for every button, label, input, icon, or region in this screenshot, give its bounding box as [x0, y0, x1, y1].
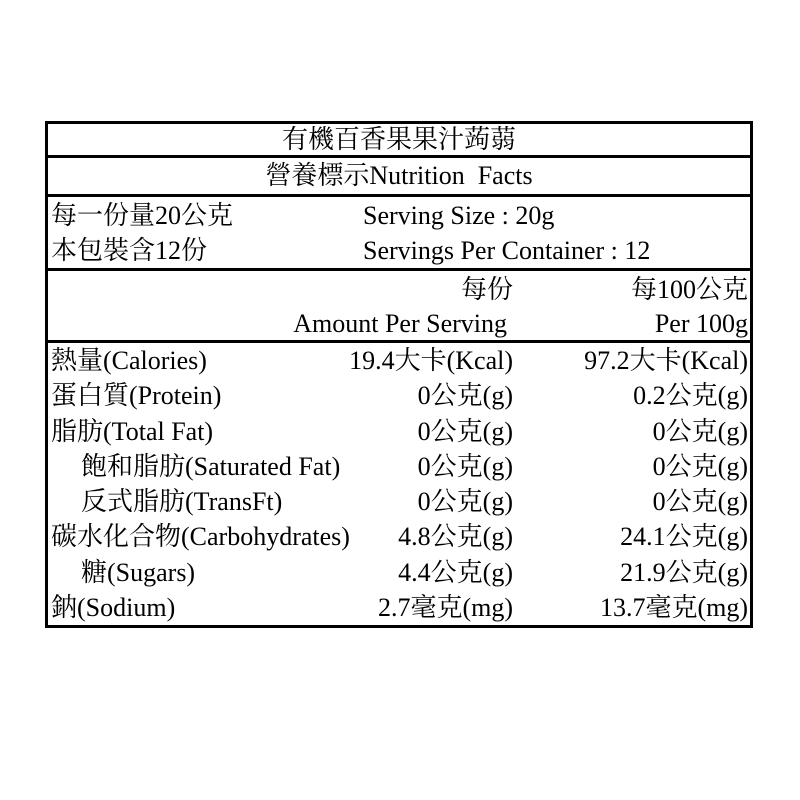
nutrient-name: 反式脂肪(TransFt) [81, 487, 283, 516]
per-100g-value: 21.9公克(g) [620, 557, 748, 587]
per-serving-value: 0公克(g) [417, 416, 513, 446]
product-title: 有機百香果果汁蒟蒻 [48, 124, 750, 158]
per-100g-header-en: Per 100g [654, 309, 748, 338]
column-headers [48, 271, 750, 343]
per-serving-value: 19.4大卡(Kcal) [349, 346, 513, 375]
per-100g-value: 0公克(g) [652, 451, 748, 481]
nutrient-row-sugars [48, 555, 750, 590]
nutrient-name: 蛋白質(Protein) [51, 381, 222, 411]
servings-per-container-line [48, 234, 750, 269]
nutrient-row-carbohydrates [48, 519, 750, 554]
per-serving-value: 2.7毫克(mg) [377, 592, 513, 622]
per-100g-header-zh: 每100公克 [630, 275, 748, 304]
nutrition-facts-heading: 營養標示Nutrition Facts [48, 158, 750, 197]
per-100g-value: 13.7毫克(mg) [599, 592, 748, 622]
per-serving-value: 0公克(g) [417, 487, 513, 516]
nutrient-row-sodium [48, 590, 750, 625]
serving-size-en: Serving Size : 20g [363, 201, 555, 230]
per-serving-value: 4.8公克(g) [398, 522, 513, 552]
nutrient-table [48, 343, 750, 625]
per-100g-value: 0公克(g) [652, 416, 748, 446]
nutrient-name: 鈉(Sodium) [51, 592, 176, 622]
nutrient-row-calories [48, 343, 750, 378]
column-headers-en [48, 307, 750, 341]
nutrient-name: 飽和脂肪(Saturated Fat) [81, 451, 341, 481]
nutrient-name: 糖(Sugars) [81, 557, 196, 587]
servings-per-container-zh: 本包裝含12份 [51, 235, 208, 265]
nutrient-name: 脂肪(Total Fat) [51, 416, 214, 446]
serving-size-line [48, 199, 750, 234]
nutrient-row-saturated-fat [48, 449, 750, 484]
nutrient-row-total-fat [48, 414, 750, 449]
serving-info [48, 197, 750, 271]
serving-size-zh: 每一份量20公克 [51, 201, 234, 230]
per-serving-value: 0公克(g) [417, 381, 513, 411]
per-100g-value: 97.2大卡(Kcal) [584, 346, 748, 375]
servings-per-container-en: Servings Per Container : 12 [363, 235, 651, 265]
per-100g-value: 24.1公克(g) [620, 522, 748, 552]
per-serving-header-zh: 每份 [460, 275, 513, 304]
column-headers-zh [48, 273, 750, 307]
nutrient-row-trans-fat [48, 484, 750, 519]
per-serving-value: 4.4公克(g) [398, 557, 513, 587]
nutrient-name: 熱量(Calories) [51, 346, 207, 375]
nutrient-name: 碳水化合物(Carbohydrates) [51, 522, 350, 552]
per-100g-value: 0公克(g) [652, 487, 748, 516]
per-serving-value: 0公克(g) [417, 451, 513, 481]
nutrient-row-protein [48, 378, 750, 413]
per-100g-value: 0.2公克(g) [633, 381, 748, 411]
per-serving-header-en: Amount Per Serving [293, 309, 507, 338]
nutrition-label [45, 121, 753, 628]
